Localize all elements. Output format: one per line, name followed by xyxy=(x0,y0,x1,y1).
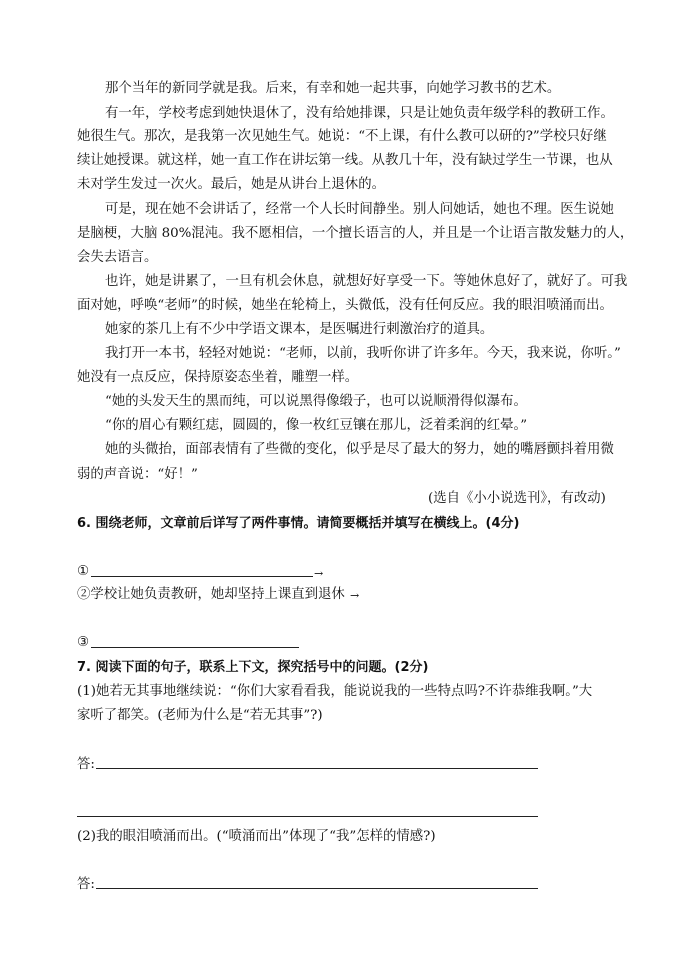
passage-line: 面对她，呼唤“老师”的时候，她坐在轮椅上，头微低，没有任何反应。我的眼泪喷涌而出。 xyxy=(77,298,613,313)
passage-line: 未对学生发过一次火。最后，她是从讲台上退休的。 xyxy=(77,177,385,192)
q6-item-2: ②学校让她负责教研，她却坚持上课直到退休 xyxy=(77,587,345,602)
q7-1-answer-line-2[interactable] xyxy=(77,816,538,817)
passage-line: 也许，她是讲累了，一旦有机会休息，就想好好享受一下。等她休息好了，就好了。可我 xyxy=(105,274,628,289)
q6-answer-line-3[interactable] xyxy=(91,647,299,648)
passage-line: 那个当年的新同学就是我。后来，有幸和她一起共事，向她学习教书的艺术。 xyxy=(105,81,561,96)
q7-2-answer-line[interactable] xyxy=(96,888,538,889)
passage-line: 她没有一点反应，保持原姿态坐着，雕塑一样。 xyxy=(77,370,359,385)
q7-part-2: (2)我的眼泪喷涌而出。(“喷涌而出”体现了“我”怎样的情感?) xyxy=(77,829,436,844)
q7-1-answer-line-1[interactable] xyxy=(96,768,538,769)
question-7-title: 7. 阅读下面的句子，联系上下文，探究括号中的问题。(2分) xyxy=(77,660,429,675)
question-6-title: 6. 围绕老师，文章前后详写了两件事情。请简要概括并填写在横线上。(4分) xyxy=(77,516,520,531)
passage-line: 她很生气。那次，是我第一次见她生气。她说：“不上课，有什么教可以研的?”学校只好继 xyxy=(77,129,607,144)
passage-line: 她家的茶几上有不少中学语文课本，是医嘱进行刺激治疗的道具。 xyxy=(105,322,494,337)
passage-line: 可是，现在她不会讲话了，经常一个人长时间静坐。别人问她话，她也不理。医生说她 xyxy=(105,202,614,217)
q7-part-1-line: 家听了都笑。(老师为什么是“若无其事”?) xyxy=(77,708,323,723)
passage-line: 她的头微抬，面部表情有了些微的变化，似乎是尽了最大的努力，她的嘴唇颤抖着用微 xyxy=(105,442,614,457)
passage-line: 续让她授课。就这样，她一直工作在讲坛第一线。从教几十年，没有缺过学生一节课，也从 xyxy=(77,153,613,168)
q7-part-1-line: (1)她若无其事地继续说：“你们大家看看我，能说说我的一些特点吗?不许恭维我啊。”大 xyxy=(77,684,593,699)
passage-line: 会失去语言。 xyxy=(77,250,158,265)
passage-line: “她的头发天生的黑而纯，可以说黑得像缎子，也可以说顺滑得似瀑布。 xyxy=(105,394,527,409)
answer-label: 答: xyxy=(77,757,95,772)
passage-line: 是脑梗，大脑 80%混沌。我不愿相信，一个擅长语言的人，并且是一个让语言散发魅力的人， xyxy=(77,226,634,241)
q6-answer-line-1[interactable] xyxy=(91,576,313,577)
arrow-icon: → xyxy=(350,589,360,602)
passage-line: 我打开一本书，轻轻对她说：“老师，以前，我听你讲了许多年。今天，我来说，你听。” xyxy=(105,346,621,361)
arrow-icon: → xyxy=(314,567,324,580)
answer-label: 答: xyxy=(77,877,95,892)
passage-line: 有一年，学校考虑到她快退休了，没有给她排课，只是让她负责年级学科的教研工作。 xyxy=(105,106,614,121)
passage-line: “你的眉心有颗红痣，圆圆的，像一枚红豆镶在那儿，泛着柔润的红晕。” xyxy=(105,418,528,433)
q6-item-1-label: ① xyxy=(77,564,90,579)
source-citation: (选自《小小说选刊》，有改动) xyxy=(428,491,606,506)
passage-line: 弱的声音说：“好！” xyxy=(77,467,198,482)
q6-item-3-label: ③ xyxy=(77,635,90,650)
